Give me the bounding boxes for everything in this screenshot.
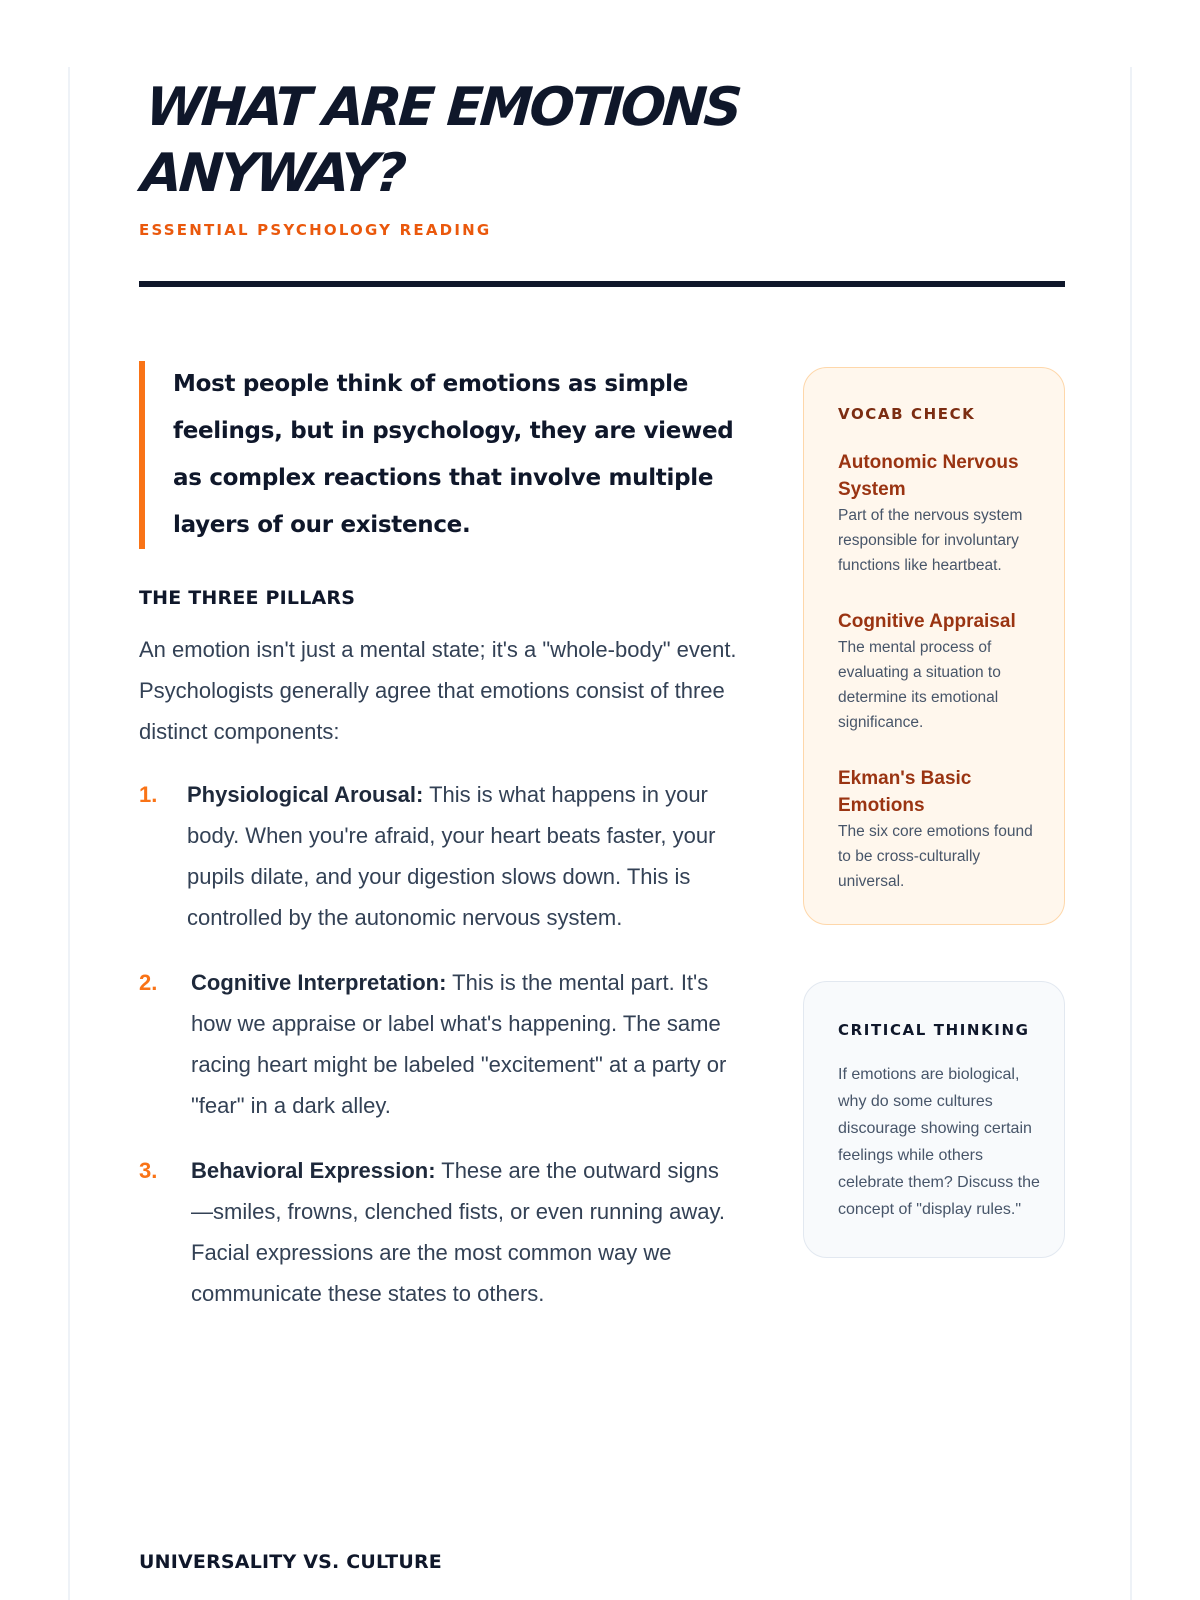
article-header	[139, 75, 1065, 239]
critical-thinking-title: CRITICAL THINKING	[838, 1021, 1030, 1039]
pillar-text: This is what happens in your body. When you're afraid, your heart beats faster, your pupils dilate, and your digestion slows down. This is controlled by the autonomic nervous system.	[187, 782, 716, 930]
vocab-term: Ekman's Basic Emotions	[838, 768, 972, 816]
page-subtitle: ESSENTIAL PSYCHOLOGY READING	[139, 221, 492, 239]
section-heading-three-pillars: THE THREE PILLARS	[139, 587, 356, 609]
main-column	[139, 367, 739, 1338]
vocab-item	[838, 608, 1042, 735]
header-divider	[139, 281, 1065, 287]
vocab-definition: The mental process of evaluating a situation to determine its emotional significance.	[838, 639, 1001, 731]
vocab-check-box	[803, 367, 1065, 925]
lead-quote: Most people think of emotions as simple feelings, but in psychology, they are viewed as complex reactions that involve multiple layers of our existence.	[139, 361, 739, 549]
article-page	[68, 67, 1132, 1600]
page-title	[139, 75, 1074, 207]
section-heading-universality: UNIVERSALITY VS. CULTURE	[139, 1551, 442, 1573]
pillars-list	[139, 774, 739, 1314]
vocab-check-title: VOCAB CHECK	[838, 405, 976, 423]
pillar-term: Behavioral Expression:	[191, 1158, 436, 1183]
pillar-term: Physiological Arousal:	[187, 782, 424, 807]
vocab-definition: The six core emotions found to be cross-culturally universal.	[838, 823, 1033, 890]
list-number: 1.	[139, 782, 158, 807]
section-intro-paragraph: An emotion isn't just a mental state; it's a "whole-body" event. Psychologists generally agree that emotions consist of three distinct components:	[139, 637, 737, 744]
pillar-item-behavioral	[139, 1150, 739, 1314]
pillar-item-physiological	[139, 774, 739, 938]
vocab-definition: Part of the nervous system responsible for involuntary functions like heartbeat.	[838, 507, 1023, 574]
title-line-1: WHAT ARE EMOTIONS	[143, 77, 742, 138]
pillar-text: This is the mental part. It's how we appraise or label what's happening. The same racing heart might be labeled "excitement" at a party or "fear" in a dark alley.	[191, 970, 727, 1118]
pillar-term: Cognitive Interpretation:	[191, 970, 447, 995]
pillar-item-cognitive	[139, 962, 739, 1126]
vocab-item	[838, 449, 1042, 578]
vocab-term: Autonomic Nervous System	[838, 452, 1019, 500]
vocab-term: Cognitive Appraisal	[838, 611, 1016, 632]
vocab-item	[838, 765, 1042, 894]
critical-thinking-box	[803, 981, 1065, 1258]
list-number: 2.	[139, 970, 158, 995]
critical-thinking-question: If emotions are biological, why do some cultures discourage showing certain feelings while others celebrate them? Discuss the concept of "display rules."	[838, 1066, 1040, 1218]
title-line-2: ANYWAY?	[139, 143, 406, 204]
list-number: 3.	[139, 1158, 158, 1183]
sidebar	[803, 367, 1065, 1258]
pillar-text: These are the outward signs—smiles, frowns, clenched fists, or even running away. Facial expressions are the most common way we communicate these states to others.	[191, 1158, 725, 1306]
